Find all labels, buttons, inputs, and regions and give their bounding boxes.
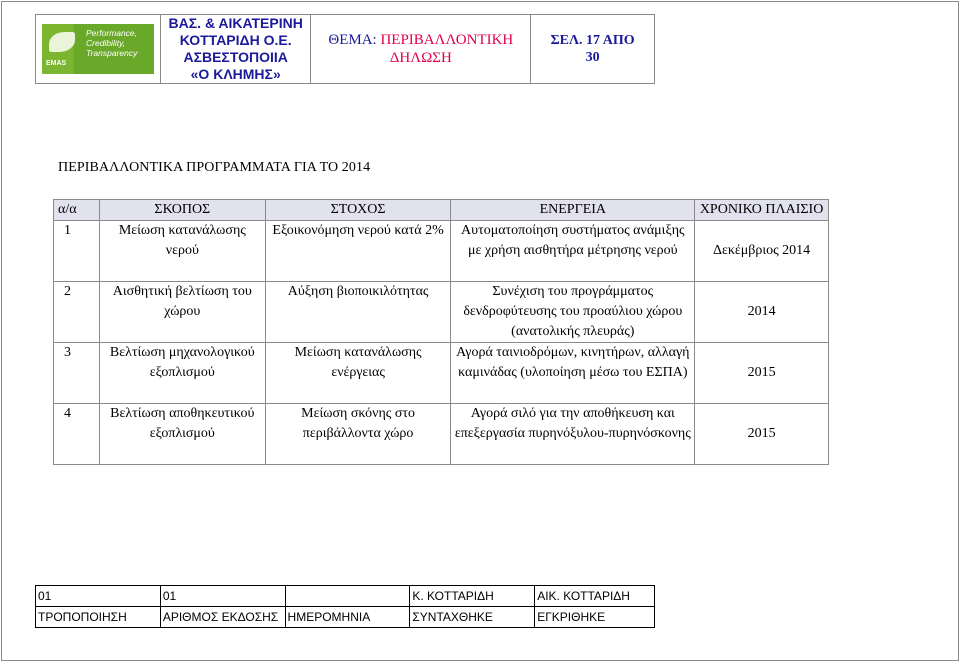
row-goal: Μείωση σκόνης στο περιβάλλοντα χώρο <box>265 404 451 465</box>
footer-date-value <box>285 586 410 607</box>
document-title: ΠΕΡΙΒΑΛΛΟΝΤΙΚΑ ΠΡΟΓΡΑΜΜΑΤΑ ΓΙΑ ΤΟ 2014 <box>58 160 371 175</box>
programs-table <box>53 199 829 465</box>
footer-edition-label: ΑΡΙΘΜΟΣ ΕΚΔΟΣΗΣ <box>160 607 285 628</box>
row-time: 2015 <box>695 343 829 404</box>
row-time: 2015 <box>695 404 829 465</box>
footer-values-row <box>36 586 655 607</box>
row-num: 4 <box>54 404 100 465</box>
table-row <box>54 404 829 465</box>
row-scope: Αισθητική βελτίωση του χώρου <box>99 282 265 343</box>
subject-value-2: ΔΗΛΩΣΗ <box>389 50 452 66</box>
row-num: 3 <box>54 343 100 404</box>
document-footer <box>35 585 655 628</box>
footer-revision-label: ΤΡΟΠΟΠΟΙΗΣΗ <box>36 607 161 628</box>
table-row <box>54 282 829 343</box>
row-num: 2 <box>54 282 100 343</box>
col-header-num: α/α <box>54 200 100 221</box>
row-goal: Εξοικονόμηση νερού κατά 2% <box>265 221 451 282</box>
footer-author-label: ΣΥΝΤΑΧΘΗΚΕ <box>410 607 535 628</box>
leaf-icon <box>49 32 75 52</box>
footer-edition-value: 01 <box>160 586 285 607</box>
table-row <box>54 343 829 404</box>
row-goal: Αύξηση βιοποικιλότητας <box>265 282 451 343</box>
row-action: Αγορά ταινιοδρόμων, κινητήρων, αλλαγή καμινάδας (υλοποίηση μέσω του ΕΣΠΑ) <box>451 343 695 404</box>
footer-author-value: Κ. ΚΟΤΤΑΡΙΔΗ <box>410 586 535 607</box>
row-time: 2014 <box>695 282 829 343</box>
col-header-action: ΕΝΕΡΓΕΙΑ <box>451 200 695 221</box>
row-num: 1 <box>54 221 100 282</box>
document-subject <box>311 15 531 84</box>
row-scope: Βελτίωση αποθηκευτικού εξοπλισμού <box>99 404 265 465</box>
row-action: Αυτοματοποίηση συστήματος ανάμιξης με χρήση αισθητήρα μέτρησης νερού <box>451 221 695 282</box>
table-row <box>54 221 829 282</box>
row-goal: Μείωση κατανάλωσης ενέργειας <box>265 343 451 404</box>
emas-logo <box>42 24 154 74</box>
footer-approver-label: ΕΓΚΡΙΘΗΚΕ <box>535 607 655 628</box>
subject-value: ΠΕΡΙΒΑΛΛΟΝΤΙΚΗ <box>380 32 514 48</box>
table-header-row <box>54 200 829 221</box>
footer-approver-value: ΑΙΚ. ΚΟΤΤΑΡΙΔΗ <box>535 586 655 607</box>
footer-labels-row <box>36 607 655 628</box>
logo-emas-text: EMAS <box>46 60 67 67</box>
row-action: Αγορά σιλό για την αποθήκευση και επεξεργασία πυρηνόξυλου-πυρηνόσκονης <box>451 404 695 465</box>
footer-revision-value: 01 <box>36 586 161 607</box>
logo-cell <box>36 15 161 84</box>
subject-label: ΘΕΜΑ: <box>328 32 377 48</box>
document-header <box>35 14 655 84</box>
footer-date-label: ΗΜΕΡΟΜΗΝΙΑ <box>285 607 410 628</box>
company-name: ΒΑΣ. & ΑΙΚΑΤΕΡΙΝΗ ΚΟΤΤΑΡΙΔΗ Ο.Ε. ΑΣΒΕΣΤΟΠΟΙΙΑ «Ο ΚΛΗΜΗΣ» <box>161 15 311 84</box>
row-time: Δεκέμβριος 2014 <box>695 221 829 282</box>
page-counter: ΣΕΛ. 17 ΑΠΟ 30 <box>531 15 655 84</box>
row-action: Συνέχιση του προγράμματος δενδροφύτευσης του προαύλιου χώρου (ανατολικής πλευράς) <box>451 282 695 343</box>
row-scope: Βελτίωση μηχανολογικού εξοπλισμού <box>99 343 265 404</box>
col-header-time: ΧΡΟΝΙΚΟ ΠΛΑΙΣΙΟ <box>695 200 829 221</box>
col-header-scope: ΣΚΟΠΟΣ <box>99 200 265 221</box>
row-scope: Μείωση κατανάλωσης νερού <box>99 221 265 282</box>
logo-tagline: Performance, Credibility, Transparency <box>86 28 138 58</box>
col-header-goal: ΣΤΟΧΟΣ <box>265 200 451 221</box>
